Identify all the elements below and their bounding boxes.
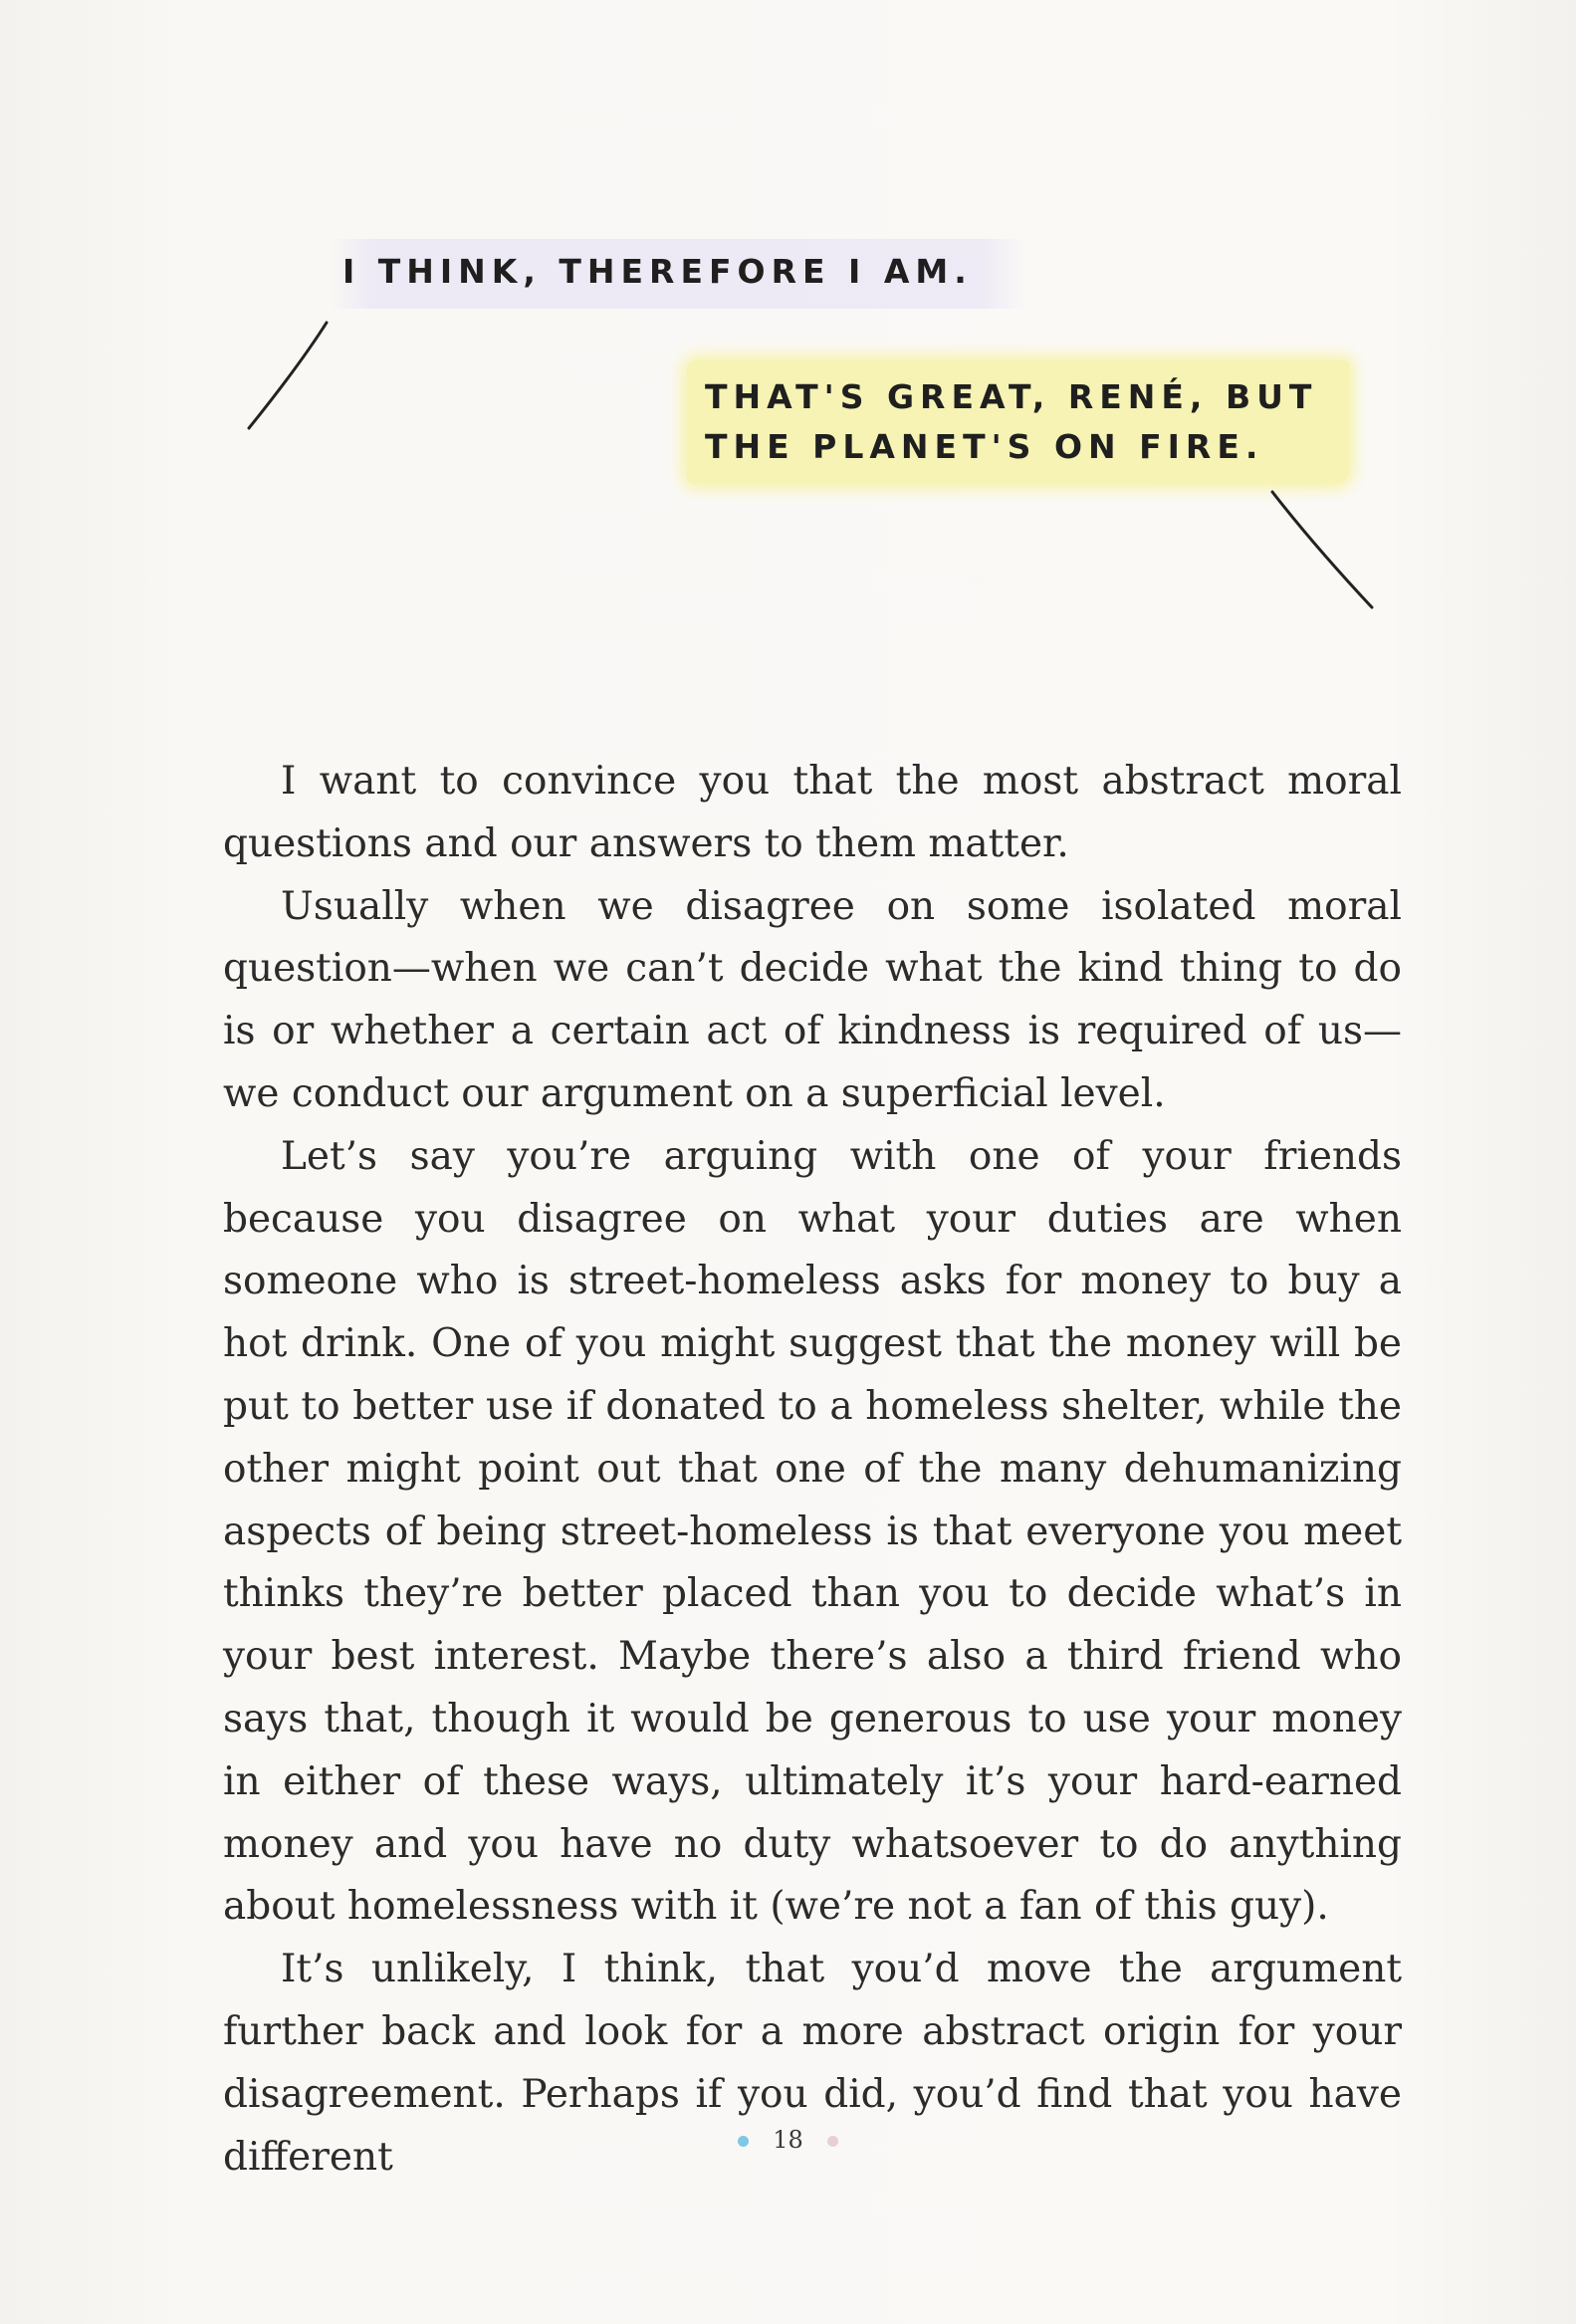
paragraph: It’s unlikely, I think, that you’d move the argument further back and look for a more abstract origin for your disagreement. Perhaps if you did, you’d find that you have different [223,1947,1402,2180]
speech-text-reply-line-2: THE PLANET'S ON FIRE. [705,427,1264,466]
footer-dot-left-icon [738,2136,749,2147]
speech-tail-right [1264,486,1384,615]
speech-bubble-descartes [329,239,1025,309]
body-text [223,751,1402,2189]
paragraph: I want to convince you that the most abstract moral questions and our answers to them matter. [223,759,1402,866]
page-footer [0,2126,1576,2154]
paragraph: Let’s say you’re arguing with one of your friends because you disagree on what your duties are when someone who is street-homeless asks for money to buy a hot drink. One of you might suggest that the money will be put to better use if donated to a homeless shelter, while the other might point out that one of the many dehumanizing aspects of being street-homeless is that everyone you meet thinks they’re better placed than you to decide what’s in your best interest. Maybe there’s also a third friend who says that, though it would be generous to use your money in either of these ways, ultimately it’s your hard-earned money and you have no duty whatsoever to do anything about homelessness with it (we’re not a fan of this guy). [223,1133,1402,1930]
page-number: 18 [773,2126,803,2154]
footer-dot-right-icon [827,2136,838,2147]
speech-bubble-reply [687,360,1349,484]
speech-text-reply-line-1: THAT'S GREAT, RENÉ, BUT [705,377,1318,416]
paragraph: Usually when we disagree on some isolated moral question—when we can’t decide what the kind thing to do is or whether a certain act of kindness is required of us—we conduct our argument on a superficial level. [223,883,1402,1116]
speech-text-descartes: I THINK, THEREFORE I AM. [342,252,973,291]
speech-tail-left [239,317,338,436]
